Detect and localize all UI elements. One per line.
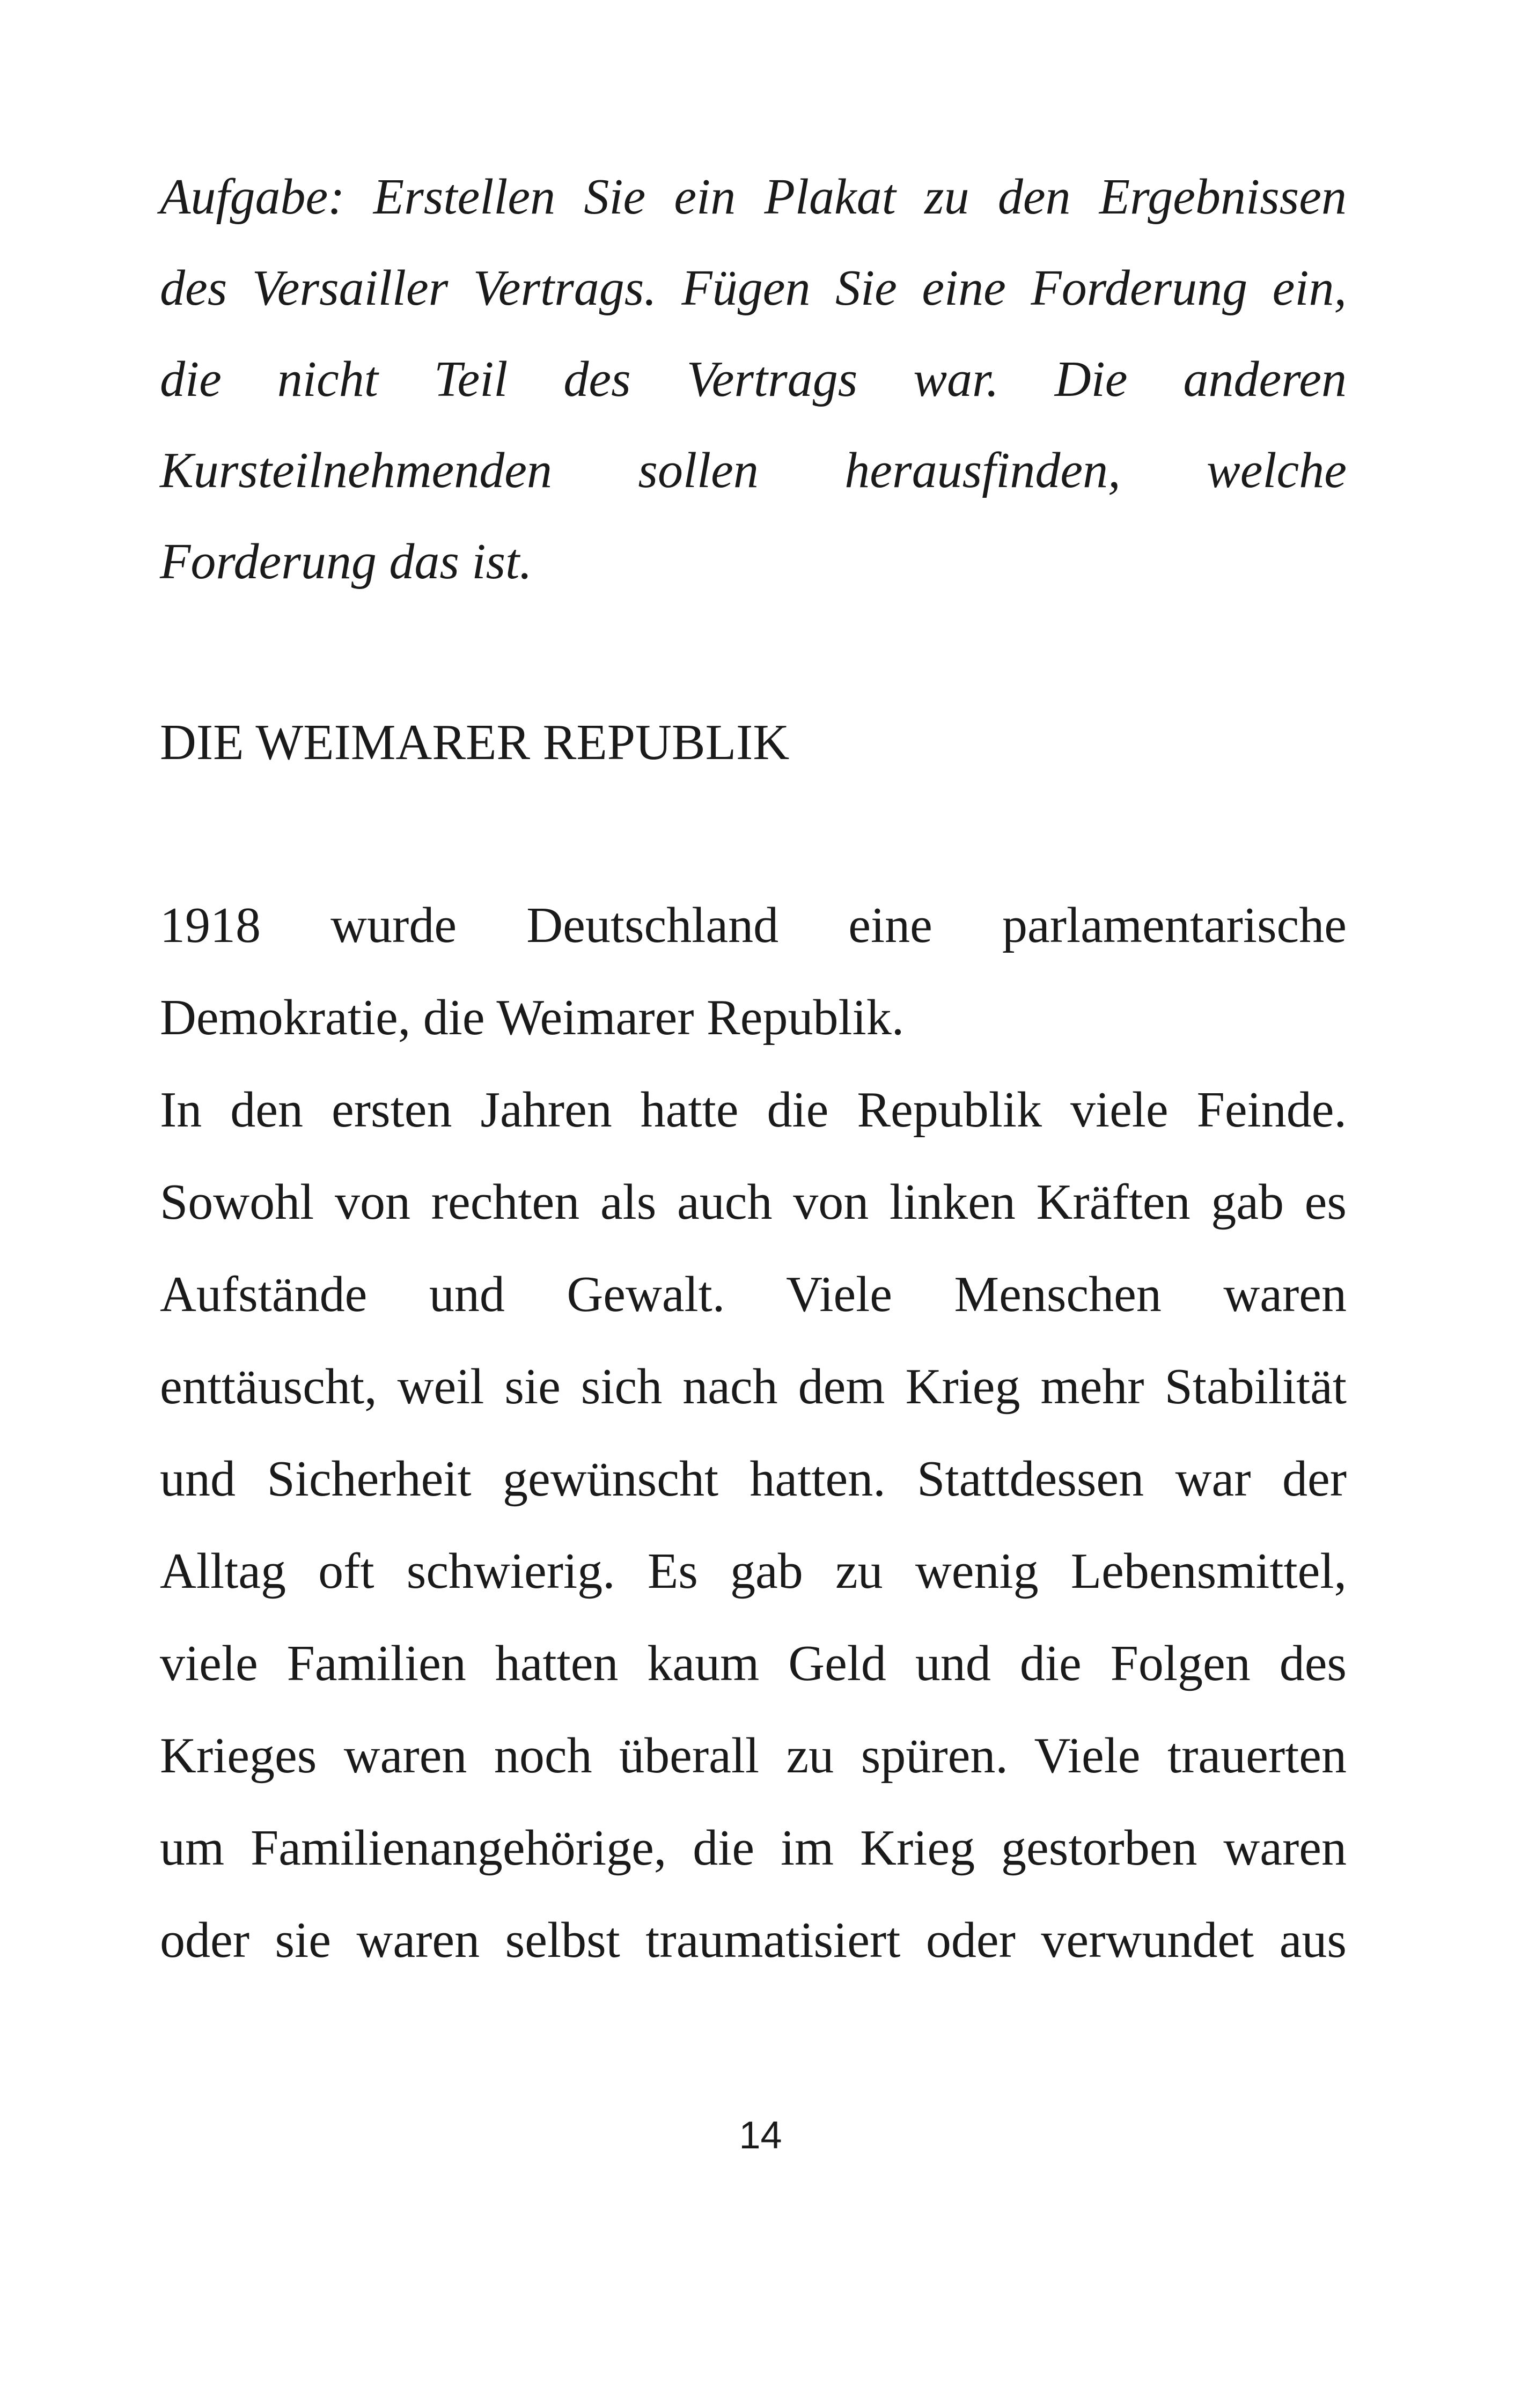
body-line: 1918 wurde Deutschland eine parlamentarische [160, 897, 1347, 953]
body-line: enttäuscht, weil sie sich nach dem Krieg mehr Stabilität [160, 1359, 1347, 1415]
body-line: und Sicherheit gewünscht hatten. Stattdessen war der [160, 1451, 1347, 1507]
body-line: In den ersten Jahren hatte die Republik viele Feinde. [160, 1082, 1347, 1138]
task-line: Kursteilnehmenden sollen herausfinden, welche [160, 443, 1347, 498]
body-line: oder sie waren selbst traumatisiert oder verwundet aus [160, 1912, 1347, 1968]
task-line: Aufgabe: Erstellen Sie ein Plakat zu den Ergebnissen [160, 169, 1347, 225]
body-line: Sowohl von rechten als auch von linken Kräften gab es [160, 1174, 1347, 1230]
task-line: des Versailler Vertrags. Fügen Sie eine Forderung ein, [160, 260, 1347, 316]
page-number: 14 [739, 2114, 782, 2157]
body-line: um Familienangehörige, die im Krieg gestorben waren [160, 1820, 1347, 1876]
body-line: Demokratie, die Weimarer Republik. [160, 990, 905, 1045]
task-line: die nicht Teil des Vertrags war. Die anderen [160, 351, 1347, 407]
body-line: Krieges waren noch überall zu spüren. Viele trauerten [160, 1728, 1347, 1784]
body-line: Alltag oft schwierig. Es gab zu wenig Lebensmittel, [160, 1543, 1347, 1599]
body-line: Aufstände und Gewalt. Viele Menschen waren [160, 1266, 1347, 1322]
task-line: Forderung das ist. [160, 534, 532, 590]
section-heading: DIE WEIMARER REPUBLIK [160, 715, 790, 770]
body-line: viele Familien hatten kaum Geld und die Folgen des [160, 1636, 1347, 1691]
